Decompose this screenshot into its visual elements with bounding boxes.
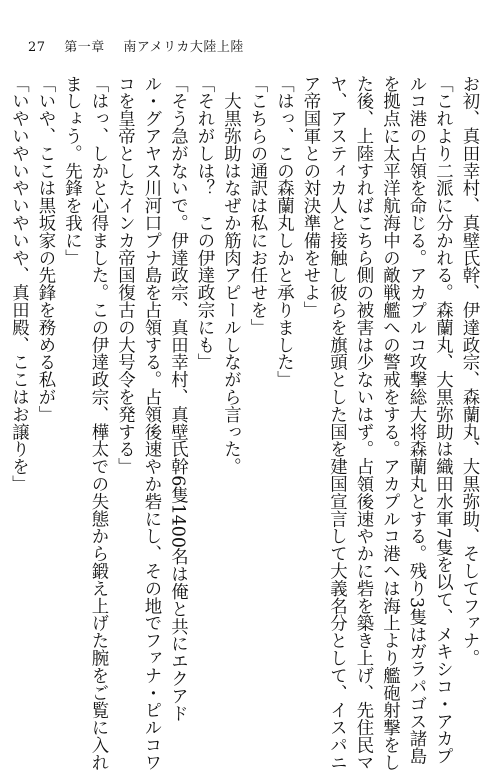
text-line: 「はっ、しかと心得ました。この伊達政宗、樺太での失態から鍛え上げた腕をご覧に入れ bbox=[88, 75, 108, 771]
text-line: ル・グアヤス川河口プナ島を占領する。占領後速やか砦にし、その地でファナ・ピルコワ bbox=[141, 75, 161, 771]
text-line: 「それがしは？ この伊達政宗にも」 bbox=[194, 75, 214, 371]
text-line: お初、真田幸村、真壁氏幹、伊達政宗、森蘭丸、大黒弥助、そしてファナ。 bbox=[459, 75, 479, 667]
text-line: 「いや、ここは黒坂家の先鋒を務める私が」 bbox=[35, 75, 55, 423]
text-line: 「これより二派に分かれる。森蘭丸、大黒弥助は織田水軍7隻を以て、メキシコ・アカプ bbox=[432, 75, 453, 765]
text-line: ア帝国軍との対決準備をせよ」 bbox=[300, 75, 320, 319]
text-line: コを皇帝としたインカ帝国復古の大号令を発する」 bbox=[114, 75, 135, 476]
text-line: 大黒弥助はなぜか筋肉アピールしながら言った。 bbox=[220, 75, 241, 476]
chapter-title: 南アメリカ大陸上陸 bbox=[123, 40, 244, 55]
text-line: 「いやいやいやいやいや、真田殿、ここはお譲りを」 bbox=[8, 75, 29, 493]
text-line: 「そう急がないで。伊達政宗、真田幸村、真壁氏幹6隻1400名は俺と共にエクアド bbox=[167, 75, 188, 722]
text-line: 「こちらの通訳は私にお任せを」 bbox=[247, 75, 267, 336]
text-line: ましょう。先鋒を我に」 bbox=[61, 75, 82, 267]
text-line: を拠点に太平洋航海中の敵戦艦への警戒をする。アカプルコ港へは海上より艦砲射撃をし bbox=[379, 75, 400, 771]
chapter-label: 第一章 bbox=[64, 40, 105, 55]
page-number: 27 bbox=[28, 40, 46, 55]
text-line: 「はっ、この森蘭丸しかと承りました」 bbox=[273, 75, 294, 389]
text-line: ヤ、アスティカ人と接触し彼らを旗頭とした国を建国宣言して大義名分として、イスパニ bbox=[326, 75, 347, 771]
text-line: た後、上陸すればこちら側の被害は少ないはず。占領後速やかに砦を築き上げ、先住民マ bbox=[353, 75, 373, 771]
text-line: ルコ港の占領を命じる。アカプルコ攻撃総大将森蘭丸とする。残り3隻はガラパゴス諸島 bbox=[406, 75, 426, 765]
running-header bbox=[28, 36, 244, 55]
body-text bbox=[5, 75, 482, 771]
